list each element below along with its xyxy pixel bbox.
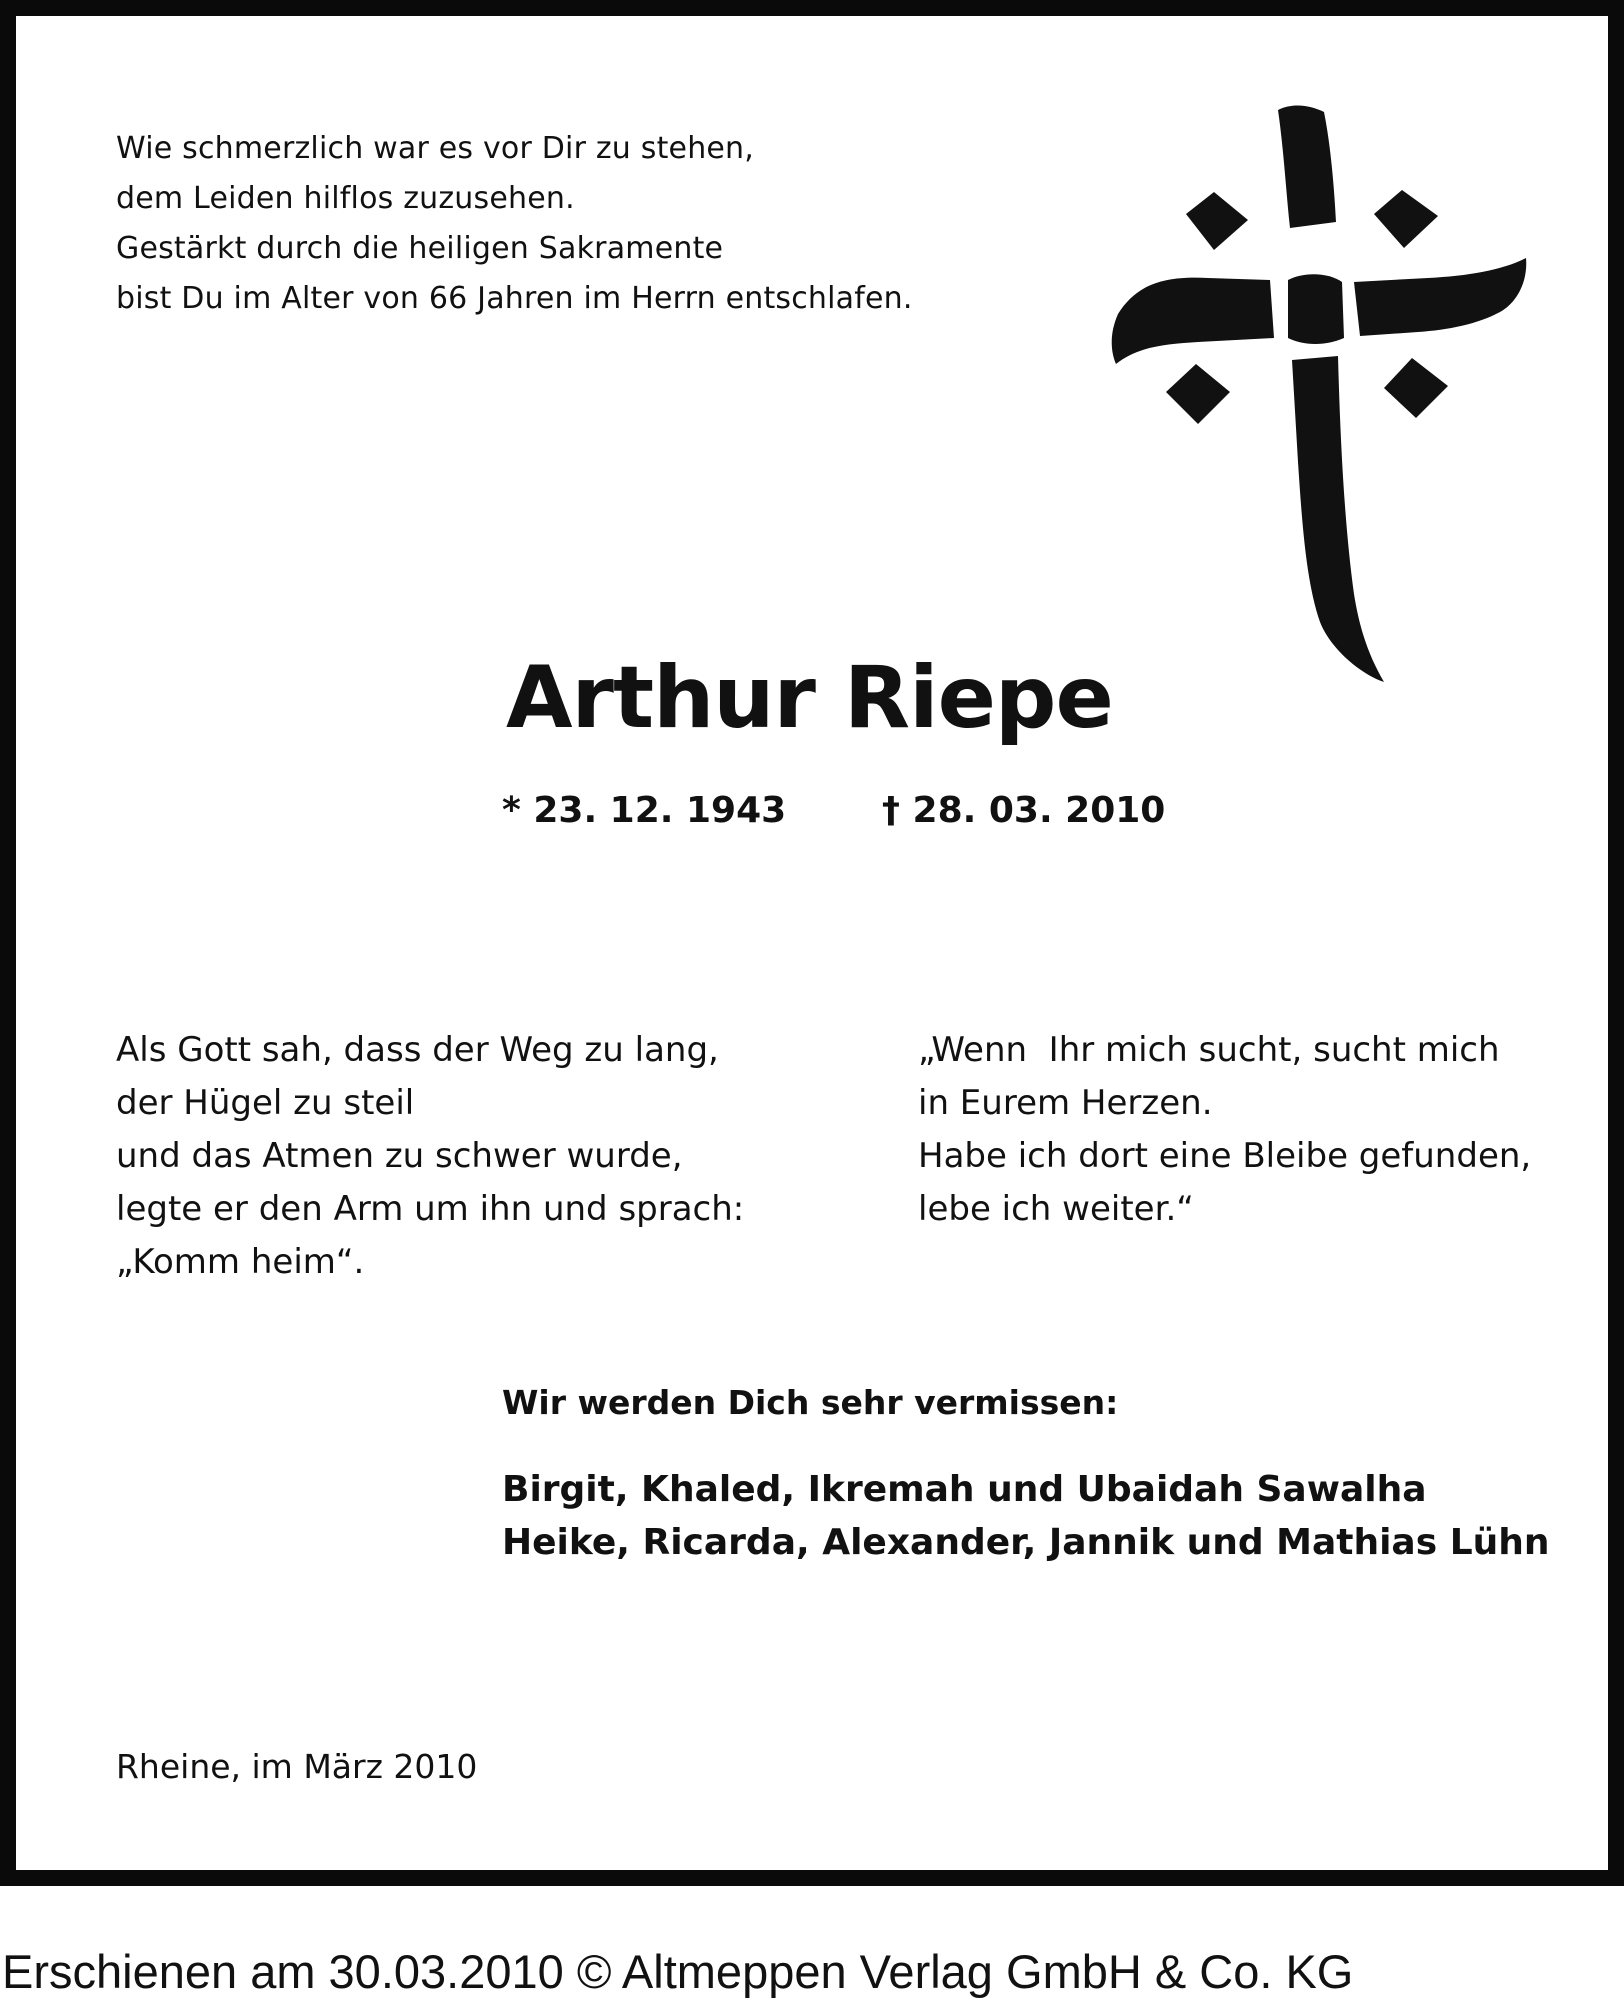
cross-icon (1098, 102, 1534, 682)
left-poem-line: Als Gott sah, dass der Weg zu lang, (116, 1030, 719, 1070)
right-poem-line: in Eurem Herzen. (918, 1083, 1213, 1123)
left-poem-line: und das Atmen zu schwer wurde, (116, 1136, 683, 1176)
mourners-list (502, 1463, 1550, 1569)
intro-poem-line: Gestärkt durch die heiligen Sakramente (116, 231, 724, 266)
birth-date: * 23. 12. 1943 (502, 790, 787, 831)
right-poem (918, 1024, 1531, 1236)
right-poem-line: lebe ich weiter.“ (918, 1189, 1194, 1229)
left-poem-line: legte er den Arm um ihn und sprach: (116, 1189, 745, 1229)
mourners-line: Heike, Ricarda, Alexander, Jannik und Mathias Lühn (502, 1522, 1550, 1563)
death-date: † 28. 03. 2010 (882, 790, 1166, 831)
right-poem-line: Habe ich dort eine Bleibe gefunden, (918, 1136, 1532, 1176)
left-poem-line: „Komm heim“. (116, 1242, 365, 1282)
intro-poem-line: Wie schmerzlich war es vor Dir zu stehen, (116, 131, 755, 166)
left-poem (116, 1024, 744, 1289)
place-date: Rheine, im März 2010 (116, 1747, 478, 1786)
right-poem-line: „Wenn Ihr mich sucht, sucht mich (918, 1030, 1500, 1070)
intro-poem-line: dem Leiden hilflos zuzusehen. (116, 181, 575, 216)
publication-footer: Erschienen am 30.03.2010 © Altmeppen Verlag GmbH & Co. KG (2, 1945, 1354, 1998)
intro-poem-line: bist Du im Alter von 66 Jahren im Herrn entschlafen. (116, 281, 913, 316)
mourners-line: Birgit, Khaled, Ikremah und Ubaidah Sawalha (502, 1469, 1427, 1510)
miss-heading: Wir werden Dich sehr vermissen: (502, 1383, 1119, 1422)
left-poem-line: der Hügel zu steil (116, 1083, 415, 1123)
intro-poem (116, 124, 913, 324)
deceased-name: Arthur Riepe (506, 648, 1113, 748)
